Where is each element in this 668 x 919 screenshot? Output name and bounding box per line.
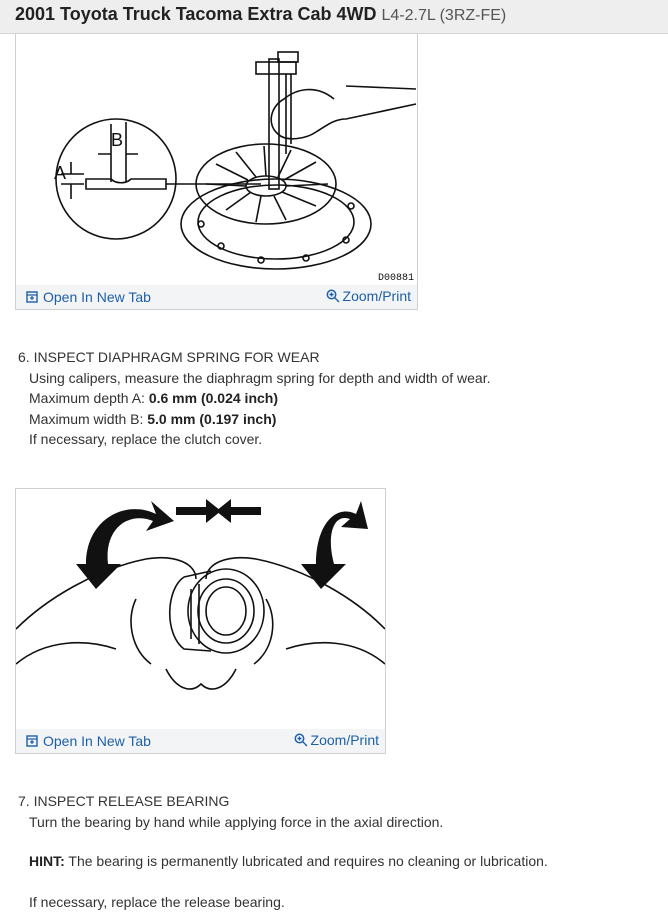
new-tab-icon (26, 735, 38, 747)
step-7-heading: 7. INSPECT RELEASE BEARING (18, 793, 230, 809)
hint-text: The bearing is permanently lubricated and requires no cleaning or lubrication. (64, 853, 548, 869)
zoom-icon (326, 289, 340, 303)
figure-diaphragm-spring (15, 33, 418, 310)
step-7-replace-note: If necessary, replace the release bearing. (29, 893, 285, 910)
figure1-label-b: B (111, 130, 124, 150)
new-tab-icon (26, 291, 38, 303)
page-header (0, 0, 668, 34)
zoom-icon (294, 733, 308, 747)
max-depth-value: 0.6 mm (0.024 inch) (148, 390, 278, 406)
max-width-label: Maximum width B: (29, 410, 148, 427)
engine-spec: L4-2.7L (3RZ-FE) (381, 7, 507, 24)
step-7-hint (18, 851, 548, 872)
figure1-label-a: A (54, 163, 67, 183)
max-width-value: 5.0 mm (0.197 inch) (147, 410, 277, 427)
zoom-print-link[interactable] (294, 732, 379, 748)
figure1-toolbar (16, 285, 417, 309)
open-in-new-tab-link[interactable] (26, 289, 151, 305)
figure2-toolbar (16, 729, 385, 753)
step-6-instruction: Using calipers, measure the diaphragm spring for depth and width of wear. (29, 369, 491, 386)
zoom-print-label: Zoom/Print (310, 732, 379, 748)
release-bearing-illustration (16, 489, 385, 729)
figure-code: D00881 (377, 273, 414, 284)
step-6 (18, 347, 490, 450)
max-depth-label: Maximum depth A: (29, 390, 149, 406)
vehicle-title: 2001 Toyota Truck Tacoma Extra Cab 4WD (15, 4, 377, 24)
hint-label: HINT: (29, 853, 65, 869)
step-6-max-width (18, 409, 490, 430)
step-7 (18, 791, 548, 912)
step-6-max-depth (18, 388, 490, 409)
diaphragm-spring-illustration (16, 34, 417, 284)
figure-release-bearing (15, 488, 386, 754)
step-7-instruction: Turn the bearing by hand while applying force in the axial direction. (29, 813, 444, 830)
open-in-new-tab-label: Open In New Tab (43, 733, 151, 749)
open-in-new-tab-label: Open In New Tab (43, 289, 151, 305)
zoom-print-link[interactable] (326, 288, 411, 304)
open-in-new-tab-link[interactable] (26, 733, 151, 749)
zoom-print-label: Zoom/Print (342, 288, 411, 304)
page-title (15, 4, 506, 25)
step-6-heading: 6. INSPECT DIAPHRAGM SPRING FOR WEAR (18, 349, 320, 365)
step-6-replace-note: If necessary, replace the clutch cover. (29, 431, 263, 447)
